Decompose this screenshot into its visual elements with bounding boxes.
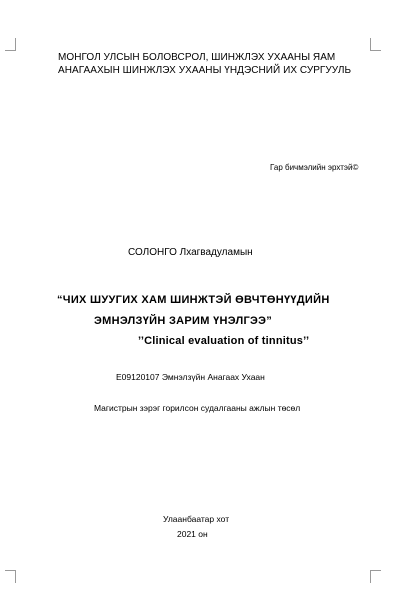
specialty-code: E09120107 Эмнэлзүйн Анагаах Ухаан (116, 372, 265, 382)
degree-statement: Магистрын зэрэг горилсон судалгааны ажлын төсөл (94, 403, 301, 413)
title-mn-line-1: “ЧИХ ШУУГИХ ХАМ ШИНЖТЭЙ ӨВЧТӨНҮҮДИЙН (57, 294, 330, 306)
crop-mark-bottom-left (15, 570, 16, 583)
rights-notice: Гар бичмэлийн эрхтэй© (270, 163, 359, 172)
crop-mark-top-left (5, 50, 16, 51)
author-name: СОЛОНГО Лхагвадуламын (128, 247, 253, 258)
institution-line-2: АНАГААХЫН ШИНЖЛЭХ УХААНЫ ҮНДЭСНИЙ ИХ СУРГУУЛЬ (58, 65, 352, 76)
crop-mark-bottom-right (370, 570, 371, 583)
crop-mark-top-right (370, 50, 381, 51)
title-en: ’’Clinical evaluation of tinnitus’’ (138, 335, 310, 347)
location: Улаанбаатар хот (163, 514, 230, 524)
institution-line-1: МОНГОЛ УЛСЫН БОЛОВСРОЛ, ШИНЖЛЭХ УХААНЫ ЯАМ (58, 52, 336, 63)
crop-mark-bottom-right (370, 570, 381, 571)
year: 2021 он (177, 529, 208, 539)
crop-mark-bottom-left (5, 570, 16, 571)
title-mn-line-2: ЭМНЭЛЗҮЙН ЗАРИМ ҮНЭЛГЭЭ” (94, 315, 273, 327)
